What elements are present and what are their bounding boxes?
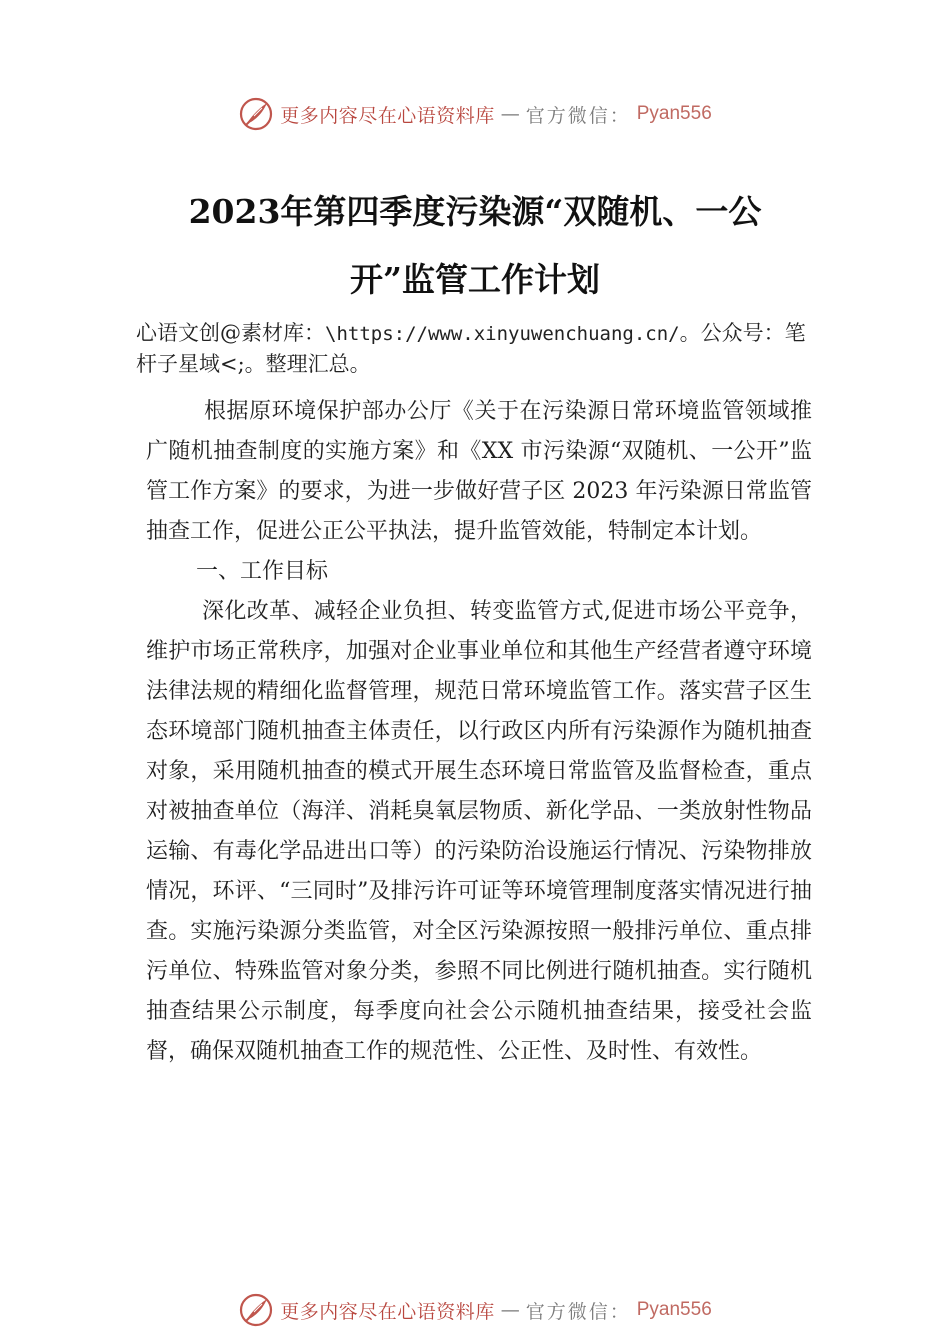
- section-heading-work-goals: 一、工作目标: [196, 559, 329, 584]
- document-title-line-2: 开”监管工作计划: [350, 260, 600, 299]
- banner-separator: —: [500, 103, 520, 125]
- document-body: [146, 392, 812, 1072]
- footer-banner-text: 更多内容尽在心语资料库: [280, 1300, 495, 1323]
- quill-pen-seal-icon: [238, 96, 274, 132]
- footer-banner-separator: —: [500, 1299, 520, 1321]
- intro-paragraph: 根据原环境保护部办公厅《关于在污染源日常环境监管领域推广随机抽查制度的实施方案》和《XX 市污染源“双随机、一公开”监管工作方案》的要求，为进一步做好营子区 2023 年污染源日常监管抽查工作，促进公正公平执法，提升监管效能，特制定本计划。: [146, 399, 812, 544]
- footer-banner-wechat-id: Pyan556: [636, 1299, 712, 1320]
- banner-label: 官方微信：: [525, 104, 631, 127]
- banner-text: 更多内容尽在心语资料库: [280, 104, 495, 127]
- source-prefix: 心语文创@素材库：: [136, 321, 325, 345]
- header-banner-content: [238, 96, 712, 132]
- quill-pen-seal-icon: [238, 1292, 274, 1328]
- footer-banner-label: 官方微信：: [525, 1300, 631, 1323]
- banner-wechat-id: Pyan556: [636, 103, 712, 124]
- footer-banner: [0, 1288, 950, 1332]
- document-title-line-1: 2023年第四季度污染源“双随机、一公: [188, 192, 762, 231]
- footer-banner-content: [238, 1292, 712, 1328]
- source-suffix: 。公众号：笔杆子星域<;。整理汇总。: [136, 321, 806, 376]
- header-banner: [0, 92, 950, 136]
- source-url: \https://www.xinyuwenchuang.cn/: [325, 323, 680, 345]
- work-goals-paragraph: 深化改革、减轻企业负担、转变监管方式,促进市场公平竞争，维护市场正常秩序，加强对企业事业单位和其他生产经营者遵守环境法律法规的精细化监督管理，规范日常环境监管工作。落实营子区生态环境部门随机抽查主体责任，以行政区内所有污染源作为随机抽查对象，采用随机抽查的模式开展生态环境日常监管及监督检查，重点对被抽查单位（海洋、消耗臭氧层物质、新化学品、一类放射性物品运输、有毒化学品进出口等）的污染防治设施运行情况、污染物排放情况，环评、“三同时”及排污许可证等环境管理制度落实情况进行抽查。实施污染源分类监管，对全区污染源按照一般排污单位、重点排污单位、特殊监管对象分类，参照不同比例进行随机抽查。实行随机抽查结果公示制度，每季度向社会公示随机抽查结果，接受社会监督，确保双随机抽查工作的规范性、公正性、及时性、有效性。: [146, 599, 812, 1064]
- source-note: [136, 318, 826, 379]
